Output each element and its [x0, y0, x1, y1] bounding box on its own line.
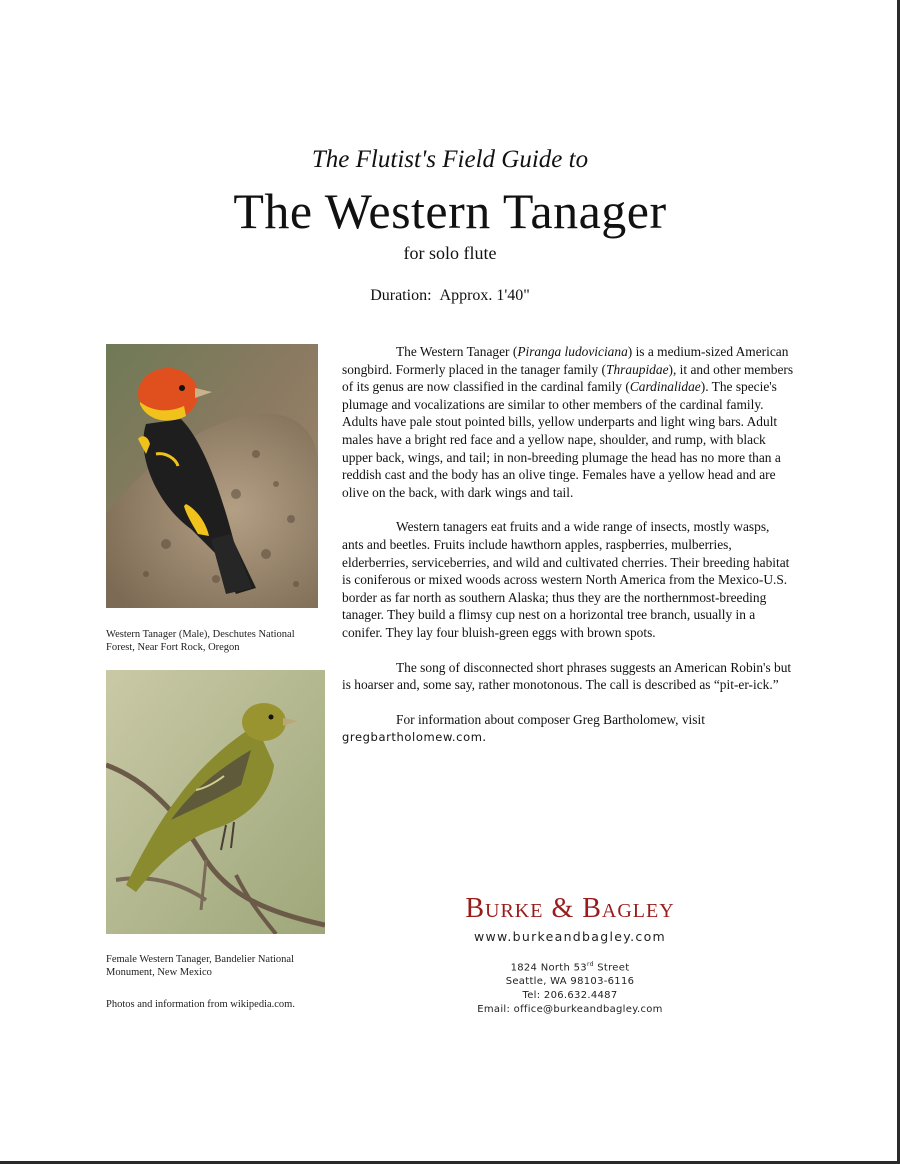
male-caption-line1: Western Tanager (Male), Deschutes National: [106, 629, 295, 640]
p1-text-b: ) is a medium-sized American songbird. Formerly placed in the tanager family (: [342, 344, 789, 377]
instrumentation: for solo flute: [403, 243, 497, 263]
photo-credit: Photos and information from wikipedia.com.: [106, 999, 295, 1010]
p1-text-c: ), it and other members of its genus are now classified in the cardinal family (: [342, 361, 794, 395]
p4-end: .: [482, 729, 486, 745]
male-photo-caption: [106, 628, 336, 654]
family-name-thraupidae: Thraupidae: [606, 361, 669, 377]
male-tanager-photo: [106, 344, 318, 608]
male-caption-line2: Forest, Near Fort Rock, Oregon: [106, 642, 240, 653]
page-title: The Western Tanager: [233, 183, 667, 239]
publisher-address: [410, 958, 730, 1017]
duration-label: Duration:: [370, 287, 432, 304]
address-number: 1824 North 53: [510, 962, 587, 974]
female-tanager-photo: [106, 670, 325, 934]
p1-text-d: ). The specie's plumage and vocalizations are similar to other members of the cardinal family. Adults have pale stout pointed bills, yellow underparts and light wing bars. Adult males have a bright red face and a yellow nape, shoulder, and rump, with black upper back, wings, and tail; in non-breeding plumage the head has no more than a reddish cast and the body has an olive tinge. Females have a yellow head and are olive on the back, with dark wings and tail.: [342, 379, 781, 500]
female-photo-caption: [106, 953, 336, 979]
address-street-name: Street: [593, 962, 630, 974]
address-suffix: rd: [586, 961, 594, 968]
body-text: [342, 343, 794, 764]
duration-value: Approx. 1'40": [439, 287, 530, 304]
paragraph-description: [342, 343, 794, 501]
publisher-website-link[interactable]: www.burkeandbagley.com: [473, 929, 667, 944]
p1-text-a: The Western Tanager (: [396, 344, 518, 359]
species-name: Piranga ludoviciana: [517, 344, 628, 359]
female-caption-line1: Female Western Tanager, Bandelier National: [106, 954, 295, 965]
paragraph-song: The song of disconnected short phrases suggests an American Robin's but is hoarser and, some say, rather monotonous. The call is described as “pit-er-ick.”: [342, 659, 792, 693]
female-caption-line2: Monument, New Mexico: [106, 967, 212, 978]
address-city: Seattle, WA 98103-6116: [505, 976, 635, 988]
paragraph-diet-habitat: Western tanagers eat fruits and a wide range of insects, mostly wasps, ants and beetles. Fruits include hawthorn apples, raspberries, mulberries, elderberries, serviceberries, and wild and cultivated cherries. Their breeding habitat is coniferous or mixed woods across western North America from the Mexico-U.S. border as far north as southern Alaska; thus they are the northernmost-breeding tanager. They build a flimsy cup nest on a horizontal tree branch, usually in a conifer. They lay four bluish-green eggs with brown spots.: [342, 519, 790, 640]
composer-website-link[interactable]: gregbartholomew.com: [342, 730, 483, 745]
paragraph-composer-info: [342, 711, 794, 747]
page-subtitle: The Flutist's Field Guide to: [311, 146, 589, 173]
duration: [0, 287, 900, 305]
publisher-email[interactable]: Email: office@burkeandbagley.com: [477, 1004, 663, 1016]
p4-text: For information about composer Greg Bartholomew, visit: [396, 711, 705, 727]
address-street: [410, 958, 730, 975]
publisher-phone: Tel: 206.632.4487: [522, 990, 618, 1002]
publisher-logo-text: Burke & Bagley: [465, 893, 675, 924]
family-name-cardinalidae: Cardinalidae: [629, 379, 701, 395]
